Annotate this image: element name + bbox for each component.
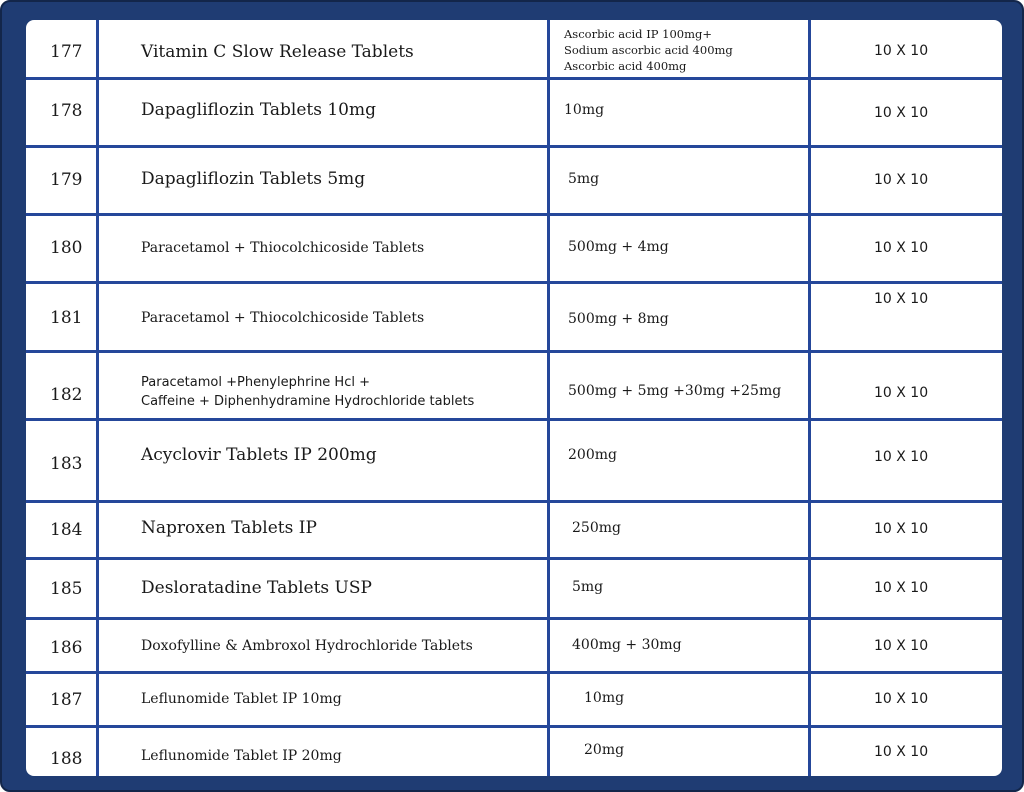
- pack-size: 10 X 10: [874, 43, 929, 59]
- product-name: Dapagliflozin Tablets 10mg: [141, 100, 376, 120]
- row-divider: [26, 145, 1002, 148]
- product-table: [26, 20, 1002, 776]
- row-number: 181: [50, 308, 83, 328]
- pack-size: 10 X 10: [874, 105, 929, 121]
- product-name-line: Paracetamol +Phenylephrine Hcl +: [141, 375, 370, 390]
- pack-size: 10 X 10: [874, 580, 929, 596]
- row-number: 178: [50, 101, 83, 121]
- row-divider: [26, 77, 1002, 80]
- product-name: Leflunomide Tablet IP 20mg: [141, 748, 342, 764]
- row-number: 187: [50, 690, 83, 710]
- composition-line: 500mg + 5mg +30mg +25mg: [568, 383, 782, 399]
- row-divider: [26, 418, 1002, 421]
- product-name: Leflunomide Tablet IP 10mg: [141, 691, 342, 707]
- composition-line: 5mg: [568, 171, 600, 187]
- row-number: 186: [50, 638, 83, 658]
- row-number: 182: [50, 385, 83, 405]
- pack-size: 10 X 10: [874, 638, 929, 654]
- composition-line: 200mg: [568, 447, 617, 463]
- pack-size: 10 X 10: [874, 172, 929, 188]
- row-number: 183: [50, 454, 83, 474]
- row-number: 184: [50, 520, 83, 540]
- row-divider: [26, 350, 1002, 353]
- row-number: 179: [50, 170, 83, 190]
- composition-line: 20mg: [584, 742, 625, 758]
- column-divider: [547, 20, 550, 776]
- composition-line: 500mg + 8mg: [568, 311, 669, 327]
- column-divider: [96, 20, 99, 776]
- row-number: 185: [50, 579, 83, 599]
- row-divider: [26, 725, 1002, 728]
- pack-size: 10 X 10: [874, 385, 929, 401]
- composition-line: 250mg: [572, 520, 621, 536]
- pack-size: 10 X 10: [874, 521, 929, 537]
- row-number: 180: [50, 238, 83, 258]
- row-divider: [26, 557, 1002, 560]
- row-divider: [26, 671, 1002, 674]
- row-divider: [26, 617, 1002, 620]
- row-number: 188: [50, 749, 83, 769]
- product-name: Paracetamol + Thiocolchicoside Tablets: [141, 240, 425, 256]
- product-name: Doxofylline & Ambroxol Hydrochloride Tablets: [141, 638, 473, 654]
- pack-size: 10 X 10: [874, 691, 929, 707]
- row-divider: [26, 281, 1002, 284]
- row-number: 177: [50, 42, 83, 62]
- composition-line: Ascorbic acid 400mg: [564, 59, 687, 73]
- composition-line: 5mg: [572, 579, 604, 595]
- product-name: Naproxen Tablets IP: [141, 518, 317, 538]
- column-divider: [808, 20, 811, 776]
- row-divider: [26, 500, 1002, 503]
- product-name: Vitamin C Slow Release Tablets: [141, 42, 414, 62]
- product-name-line: Caffeine + Diphenhydramine Hydrochloride tablets: [141, 394, 475, 409]
- composition-line: 400mg + 30mg: [572, 637, 682, 653]
- row-divider: [26, 213, 1002, 216]
- composition-line: Ascorbic acid IP 100mg+: [564, 27, 712, 41]
- pack-size: 10 X 10: [874, 744, 929, 760]
- composition-line: Sodium ascorbic acid 400mg: [564, 43, 733, 57]
- product-name: Dapagliflozin Tablets 5mg: [141, 169, 366, 189]
- pack-size: 10 X 10: [874, 240, 929, 256]
- product-name: Desloratadine Tablets USP: [141, 578, 372, 598]
- composition-line: 10mg: [584, 690, 625, 706]
- composition-line: 10mg: [564, 102, 605, 118]
- pack-size: 10 X 10: [874, 291, 929, 307]
- pack-size: 10 X 10: [874, 449, 929, 465]
- product-name: Paracetamol + Thiocolchicoside Tablets: [141, 310, 425, 326]
- product-name: Acyclovir Tablets IP 200mg: [141, 445, 377, 465]
- composition-line: 500mg + 4mg: [568, 239, 669, 255]
